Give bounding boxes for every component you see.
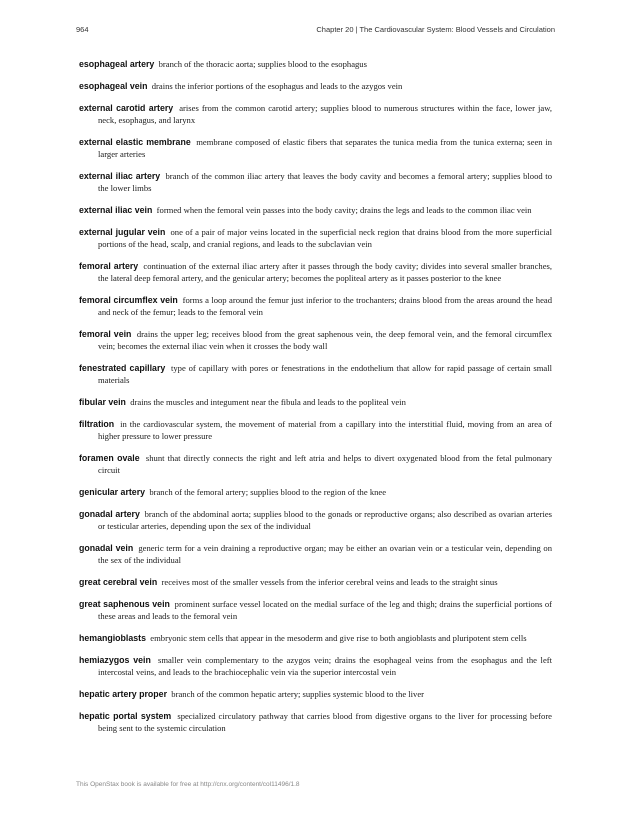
- glossary-entry: [79, 294, 552, 318]
- glossary-term: external jugular vein: [79, 227, 166, 237]
- page-footer: This OpenStax book is available for free at http://cnx.org/content/col11496/1.8: [76, 781, 300, 788]
- glossary-definition: drains the muscles and integument near the fibula and leads to the popliteal vein: [130, 397, 406, 407]
- glossary-entry: [79, 58, 552, 70]
- glossary-entry: [79, 508, 552, 532]
- glossary-entry: [79, 486, 552, 498]
- glossary-definition: one of a pair of major veins located in the superficial neck region that drains blood from the more superficial portions of the head, scalp, and cranial regions, and leads to the subclavian vein: [98, 227, 553, 249]
- glossary-term: external iliac vein: [79, 205, 153, 215]
- glossary-term: great cerebral vein: [79, 577, 158, 587]
- glossary-definition: shunt that directly connects the right and left atria and helps to divert oxygenated blood from the fetal pulmonary circuit: [98, 453, 553, 475]
- glossary-term: femoral vein: [79, 329, 132, 339]
- glossary-definition: receives most of the smaller vessels from the inferior cerebral veins and leads to the straight sinus: [161, 577, 498, 587]
- glossary-term: gonadal artery: [79, 509, 140, 519]
- glossary-definition: drains the inferior portions of the esophagus and leads to the azygos vein: [151, 81, 403, 91]
- glossary-entry: [79, 260, 552, 284]
- glossary-term: esophageal artery: [79, 59, 155, 69]
- glossary-entry: [79, 136, 552, 160]
- glossary-definition: continuation of the external iliac artery after it passes through the body cavity; divides into several smaller branches, the lateral deep femoral artery, and the genicular artery; becomes the popliteal artery as it passes posterior to the knee: [98, 261, 552, 283]
- glossary-definition: branch of the common hepatic artery; supplies systemic blood to the liver: [171, 689, 425, 699]
- glossary-term: hepatic artery proper: [79, 689, 167, 699]
- glossary-entry: [79, 632, 552, 644]
- glossary-definition: generic term for a vein draining a reproductive organ; may be either an ovarian vein or a testicular vein, depending on the sex of the individual: [98, 543, 553, 565]
- glossary-term: great saphenous vein: [79, 599, 170, 609]
- glossary-entry: [79, 542, 552, 566]
- glossary-definition: branch of the common iliac artery that leaves the body cavity and becomes a femoral artery; supplies blood to the lower limbs: [98, 171, 552, 193]
- glossary-definition: forms a loop around the femur just inferior to the trochanters; drains blood from the areas around the head and neck of the femur; leads to the femoral vein: [98, 295, 553, 317]
- glossary-definition: branch of the thoracic aorta; supplies blood to the esophagus: [158, 59, 367, 69]
- glossary-entry: [79, 576, 552, 588]
- glossary-entry: [79, 452, 552, 476]
- glossary-entry: [79, 688, 552, 700]
- glossary-term: femoral artery: [79, 261, 139, 271]
- glossary-term: external elastic membrane: [79, 137, 191, 147]
- glossary-term: external carotid artery: [79, 103, 174, 113]
- glossary-entry: [79, 102, 552, 126]
- glossary-term: hepatic portal system: [79, 711, 172, 721]
- glossary-term: gonadal vein: [79, 543, 134, 553]
- glossary-definition: specialized circulatory pathway that carries blood from digestive organs to the liver for processing before being sent to the systemic circulation: [98, 711, 552, 733]
- glossary-entry: [79, 710, 552, 734]
- glossary-entry: [79, 598, 552, 622]
- glossary-definition: branch of the abdominal aorta; supplies blood to the gonads or reproductive organs; also described as ovarian arteries or testicular arteries, depending upon the sex of the individual: [98, 509, 552, 531]
- glossary-definition: type of capillary with pores or fenestrations in the endothelium that allow for rapid passage of certain small materials: [98, 363, 552, 385]
- glossary-definition: embryonic stem cells that appear in the mesoderm and give rise to both angioblasts and pluripotent stem cells: [150, 633, 527, 643]
- glossary-definition: formed when the femoral vein passes into the body cavity; drains the legs and leads to the common iliac vein: [156, 205, 532, 215]
- glossary-term: fibular vein: [79, 397, 126, 407]
- page-number: 964: [76, 25, 89, 34]
- glossary-list: [79, 58, 552, 744]
- glossary-term: femoral circumflex vein: [79, 295, 178, 305]
- glossary-term: filtration: [79, 419, 115, 429]
- glossary-definition: arises from the common carotid artery; supplies blood to numerous structures within the face, lower jaw, neck, esophagus, and larynx: [98, 103, 552, 125]
- glossary-entry: [79, 362, 552, 386]
- glossary-term: genicular artery: [79, 487, 146, 497]
- glossary-entry: [79, 226, 552, 250]
- glossary-definition: drains the upper leg; receives blood from the great saphenous vein, the deep femoral vein, and the femoral circumflex vein; becomes the external iliac vein when it crosses the body wall: [98, 329, 553, 351]
- glossary-entry: [79, 80, 552, 92]
- glossary-entry: [79, 396, 552, 408]
- glossary-definition: branch of the femoral artery; supplies blood to the region of the knee: [149, 487, 387, 497]
- glossary-term: esophageal vein: [79, 81, 148, 91]
- glossary-definition: prominent surface vessel located on the medial surface of the leg and thigh; drains the superficial portions of these areas and leads to the femoral vein: [98, 599, 553, 621]
- glossary-definition: membrane composed of elastic fibers that separates the tunica media from the tunica externa; seen in larger arteries: [98, 137, 553, 159]
- glossary-term: external iliac artery: [79, 171, 161, 181]
- glossary-entry: [79, 328, 552, 352]
- glossary-term: hemiazygos vein: [79, 655, 151, 665]
- glossary-term: foramen ovale: [79, 453, 140, 463]
- glossary-term: fenestrated capillary: [79, 363, 166, 373]
- chapter-header: Chapter 20 | The Cardiovascular System: Blood Vessels and Circulation: [316, 25, 555, 34]
- glossary-term: hemangioblasts: [79, 633, 146, 643]
- glossary-definition: smaller vein complementary to the azygos vein; drains the esophageal veins from the esophagus and the left intercostal veins, and leads to the brachiocephalic vein via the superior intercostal vein: [98, 655, 553, 677]
- glossary-entry: [79, 170, 552, 194]
- glossary-entry: [79, 418, 552, 442]
- glossary-entry: [79, 654, 552, 678]
- glossary-entry: [79, 204, 552, 216]
- glossary-definition: in the cardiovascular system, the movement of material from a capillary into the interstitial fluid, moving from an area of higher pressure to lower pressure: [98, 419, 553, 441]
